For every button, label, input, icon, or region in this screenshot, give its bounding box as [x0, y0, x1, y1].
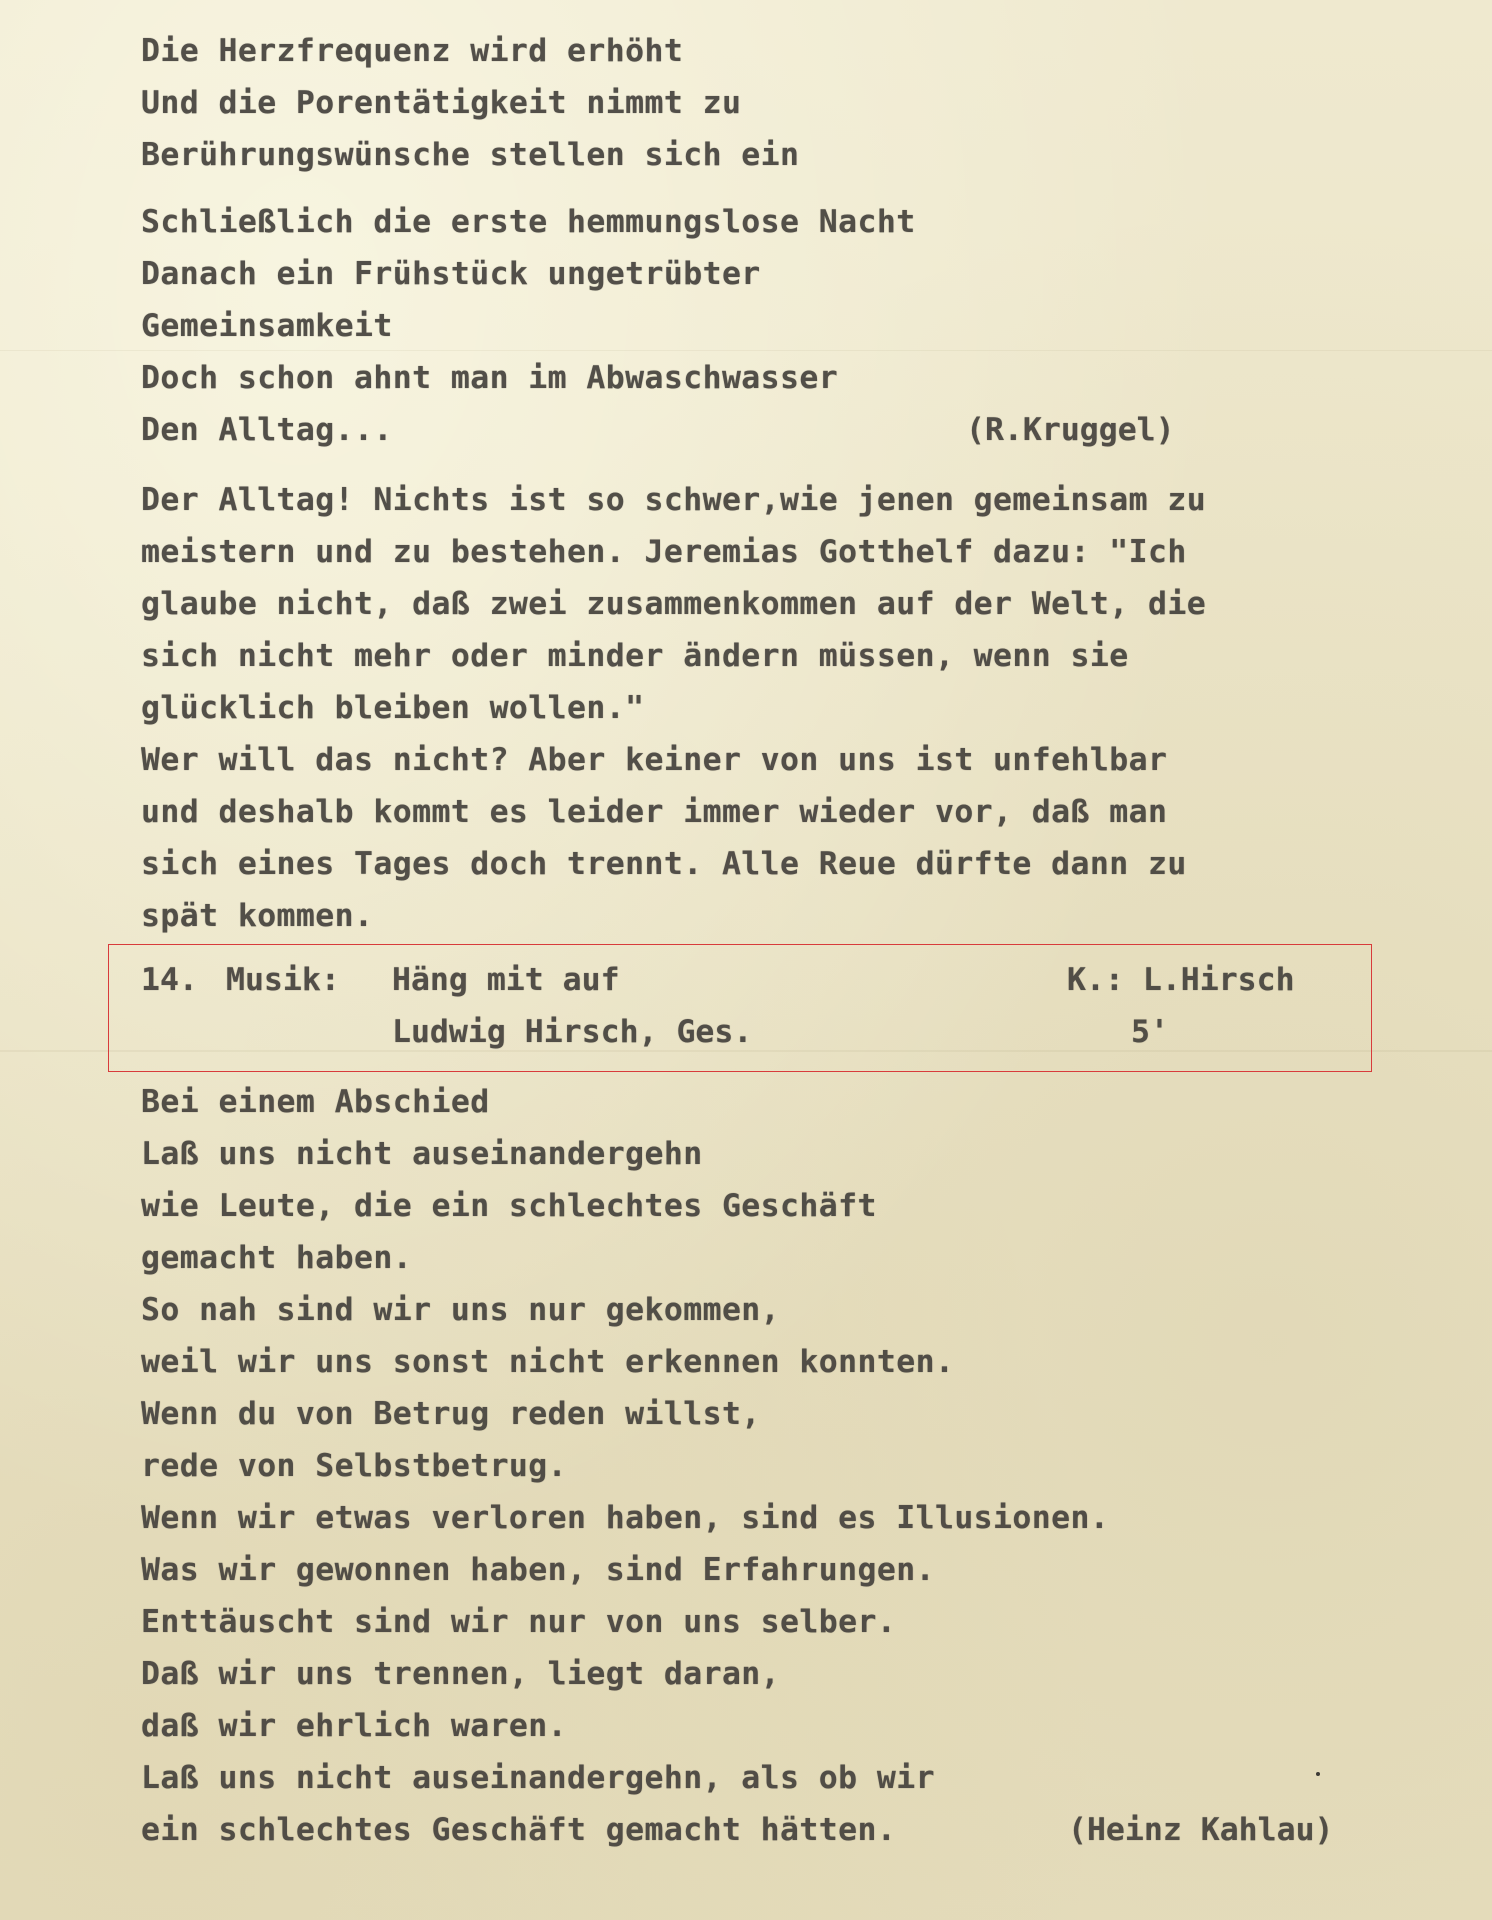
poem-attribution: (Heinz Kahlau) — [1068, 1812, 1334, 1848]
prose-line: glaube nicht, daß zwei zusammenkommen auf der Welt, die — [141, 586, 1207, 622]
poem-line: rede von Selbstbetrug. — [141, 1448, 568, 1484]
stanza1-line: Die Herzfrequenz wird erhöht — [141, 33, 684, 69]
prose-line: Der Alltag! Nichts ist so schwer,wie jenen gemeinsam zu — [141, 482, 1207, 518]
music-performer: Ludwig Hirsch, Ges. — [392, 1014, 753, 1050]
poem-line: ein schlechtes Geschäft gemacht hätten. — [141, 1812, 897, 1848]
poem-line: Was wir gewonnen haben, sind Erfahrungen. — [141, 1552, 935, 1588]
poem-line: weil wir uns sonst nicht erkennen konnten. — [141, 1344, 955, 1380]
stanza1-line: Und die Porentätigkeit nimmt zu — [141, 85, 742, 121]
music-duration: 5' — [1131, 1014, 1169, 1050]
poem-line: daß wir ehrlich waren. — [141, 1708, 568, 1744]
music-number: 14. — [141, 962, 198, 998]
poem-line: Wenn du von Betrug reden willst, — [141, 1396, 761, 1432]
stanza2-attribution: (R.Kruggel) — [966, 412, 1175, 448]
poem-line: gemacht haben. — [141, 1240, 413, 1276]
prose-line: sich eines Tages doch trennt. Alle Reue dürfte dann zu — [141, 846, 1187, 882]
poem-line: Wenn wir etwas verloren haben, sind es Illusionen. — [141, 1500, 1110, 1536]
music-title: Häng mit auf — [392, 962, 620, 998]
stanza2-line: Schließlich die erste hemmungslose Nacht — [141, 204, 916, 240]
music-composer: K.: L.Hirsch — [1067, 962, 1295, 998]
prose-line: Wer will das nicht? Aber keiner von uns ist unfehlbar — [141, 742, 1168, 778]
stanza2-line: Danach ein Frühstück ungetrübter — [141, 256, 761, 292]
poem-line: Enttäuscht sind wir nur von uns selber. — [141, 1604, 897, 1640]
poem-line: Bei einem Abschied — [141, 1084, 490, 1120]
poem-line: Daß wir uns trennen, liegt daran, — [141, 1656, 781, 1692]
poem-line: Laß uns nicht auseinandergehn — [141, 1136, 703, 1172]
poem-line: Laß uns nicht auseinandergehn, als ob wir — [141, 1760, 935, 1796]
stanza2-line: Doch schon ahnt man im Abwaschwasser — [141, 360, 839, 396]
prose-line: meistern und zu bestehen. Jeremias Gotthelf dazu: "Ich — [141, 534, 1187, 570]
prose-line: glücklich bleiben wollen." — [141, 690, 645, 726]
prose-line: und deshalb kommt es leider immer wieder vor, daß man — [141, 794, 1168, 830]
poem-line: wie Leute, die ein schlechtes Geschäft — [141, 1188, 877, 1224]
paper-fold — [0, 350, 1492, 351]
stanza1-line: Berührungswünsche stellen sich ein — [141, 137, 800, 173]
poem-line: So nah sind wir uns nur gekommen, — [141, 1292, 781, 1328]
stanza2-line: Den Alltag... — [141, 412, 393, 448]
prose-line: sich nicht mehr oder minder ändern müssen, wenn sie — [141, 638, 1129, 674]
music-label: Musik: — [226, 962, 340, 998]
ink-speck — [1316, 1772, 1320, 1776]
stanza2-line: Gemeinsamkeit — [141, 308, 393, 344]
prose-line: spät kommen. — [141, 898, 374, 934]
